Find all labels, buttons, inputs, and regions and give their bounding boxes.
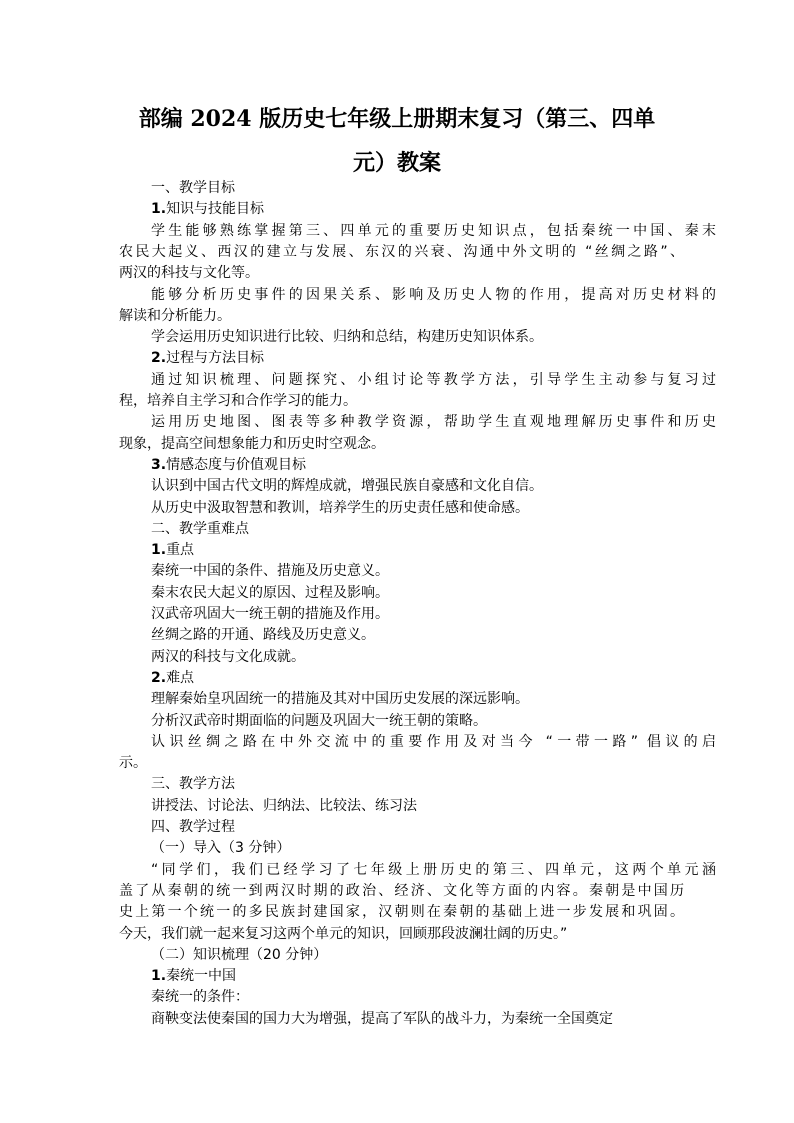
line-text: 重点 [166,542,195,559]
text-line [119,860,716,881]
line-text: 知识与技能目标 [166,201,265,218]
text-line [119,498,716,519]
text-line [119,561,716,582]
line-text: 从历史中汲取智慧和教训，培养学生的历史责任感和使命感。 [151,499,529,516]
text-line [119,263,684,284]
text-line [119,668,716,689]
text-line [119,604,716,625]
line-text: 运用历史地图、图表等多种教学资源，帮助学生直观地理解历史事件和历史 [151,414,716,431]
item-number: 1. [151,968,167,985]
line-text: 难点 [166,669,195,686]
text-line [119,625,716,646]
line-text: 秦末农民大起义的原因、过程及影响。 [151,584,389,601]
text-line [119,924,684,945]
text-line [119,732,716,753]
line-text: 通过知识梳理、问题探究、小组讨论等教学方法，引导学生主动参与复习过 [151,371,716,388]
text-line [119,434,684,455]
item-number: 1. [151,542,167,559]
text-line [119,583,716,604]
line-text: 能够分析历史事件的因果关系、影响及历史人物的作用，提高对历史材料的 [151,286,716,303]
text-line [119,348,716,369]
item-number: 2. [151,350,167,367]
line-text: 农民大起义、西汉的建立与发展、东汉的兴衰、沟通中外文明的 “丝绸之路”、 [119,243,684,260]
text-line [119,945,716,966]
line-text: 一、教学目标 [151,180,235,196]
text-line [119,753,684,774]
text-line [119,391,684,412]
text-line [119,540,716,561]
item-number: 1. [151,201,167,218]
text-line [119,412,716,433]
text-line [119,817,716,838]
text-line [119,881,684,902]
line-text: “同学们，我们已经学习了七年级上册历史的第三、四单元，这两个单元涵 [151,861,716,878]
line-text: 认识丝绸之路在中外交流中的重要作用及对当今 “一带一路” 倡议的启 [151,733,716,750]
line-text: 史上第一个统一的多民族封建国家，汉朝则在秦朝的基础上进一步发展和巩固。 [119,904,684,921]
line-text: 讲授法、讨论法、归纳法、比较法、练习法 [151,797,417,814]
text-line [119,306,684,327]
line-text: 示。 [119,755,147,772]
text-line [119,455,716,476]
text-line [119,519,716,540]
item-number: 2. [151,669,167,686]
line-text: 程，培养自主学习和合作学习的能力。 [119,393,357,409]
text-line [119,966,716,987]
text-line [119,711,716,732]
text-line [119,178,716,199]
line-text: 两汉的科技与文化等。 [119,265,259,282]
item-number: 3. [151,456,167,473]
document-title [110,97,684,185]
line-text: 秦统一中国的条件、措施及历史意义。 [151,563,389,580]
text-line [119,476,716,497]
line-text: 现象，提高空间想象能力和历史时空观念。 [119,435,385,452]
line-text: 盖了从秦朝的统一到两汉时期的政治、经济、文化等方面的内容。秦朝是中国历 [119,882,684,899]
line-text: 学会运用历史知识进行比较、归纳和总结，构建历史知识体系。 [151,329,543,346]
text-line [119,838,716,859]
text-line [119,221,716,242]
line-text: 秦统一中国 [166,968,237,985]
line-text: 两汉的科技与文化成就。 [151,648,305,665]
line-text: 情感态度与价值观目标 [166,456,307,473]
line-text: 分析汉武帝时期面临的问题及巩固大一统王朝的策略。 [151,712,487,729]
line-text: 汉武帝巩固大一统王朝的措施及作用。 [151,606,389,622]
text-line [119,242,684,263]
line-text: 丝绸之路的开通、路线及历史意义。 [151,627,375,644]
line-text: 秦统一的条件： [151,989,249,1006]
text-line [119,689,716,710]
text-line [119,285,716,306]
line-text: 三、教学方法 [151,776,235,793]
line-text: （二）知识梳理（20 分钟） [151,946,328,963]
text-line [119,1009,716,1030]
line-text: 商鞅变法使秦国的国力大为增强，提高了军队的战斗力，为秦统一全国奠定 [151,1010,613,1027]
line-text: 过程与方法目标 [166,350,265,367]
line-text: 理解秦始皇巩固统一的措施及其对中国历史发展的深远影响。 [151,691,529,708]
line-text: 二、教学重难点 [151,520,249,537]
text-line [119,327,716,348]
text-line [119,902,684,923]
line-text: （一）导入（3 分钟） [151,840,291,857]
text-line [119,647,716,668]
text-line [119,774,716,795]
text-line [119,796,716,817]
line-text: 四、教学过程 [151,819,235,835]
line-text: 认识到中国古代文明的辉煌成就，增强民族自豪感和文化自信。 [151,478,543,495]
line-text: 学生能够熟练掌握第三、四单元的重要历史知识点，包括秦统一中国、秦末 [151,222,716,239]
text-line [119,987,716,1008]
text-line [119,370,716,391]
line-text: 解读和分析能力。 [119,307,231,324]
title-line-2: 元）教案 [352,150,441,176]
text-line [119,199,716,220]
line-text: 今天，我们就一起来复习这两个单元的知识，回顾那段波澜壮阔的历史。” [119,925,568,942]
title-line-1: 部编 2024 版历史七年级上册期末复习（第三、四单 [138,106,656,132]
